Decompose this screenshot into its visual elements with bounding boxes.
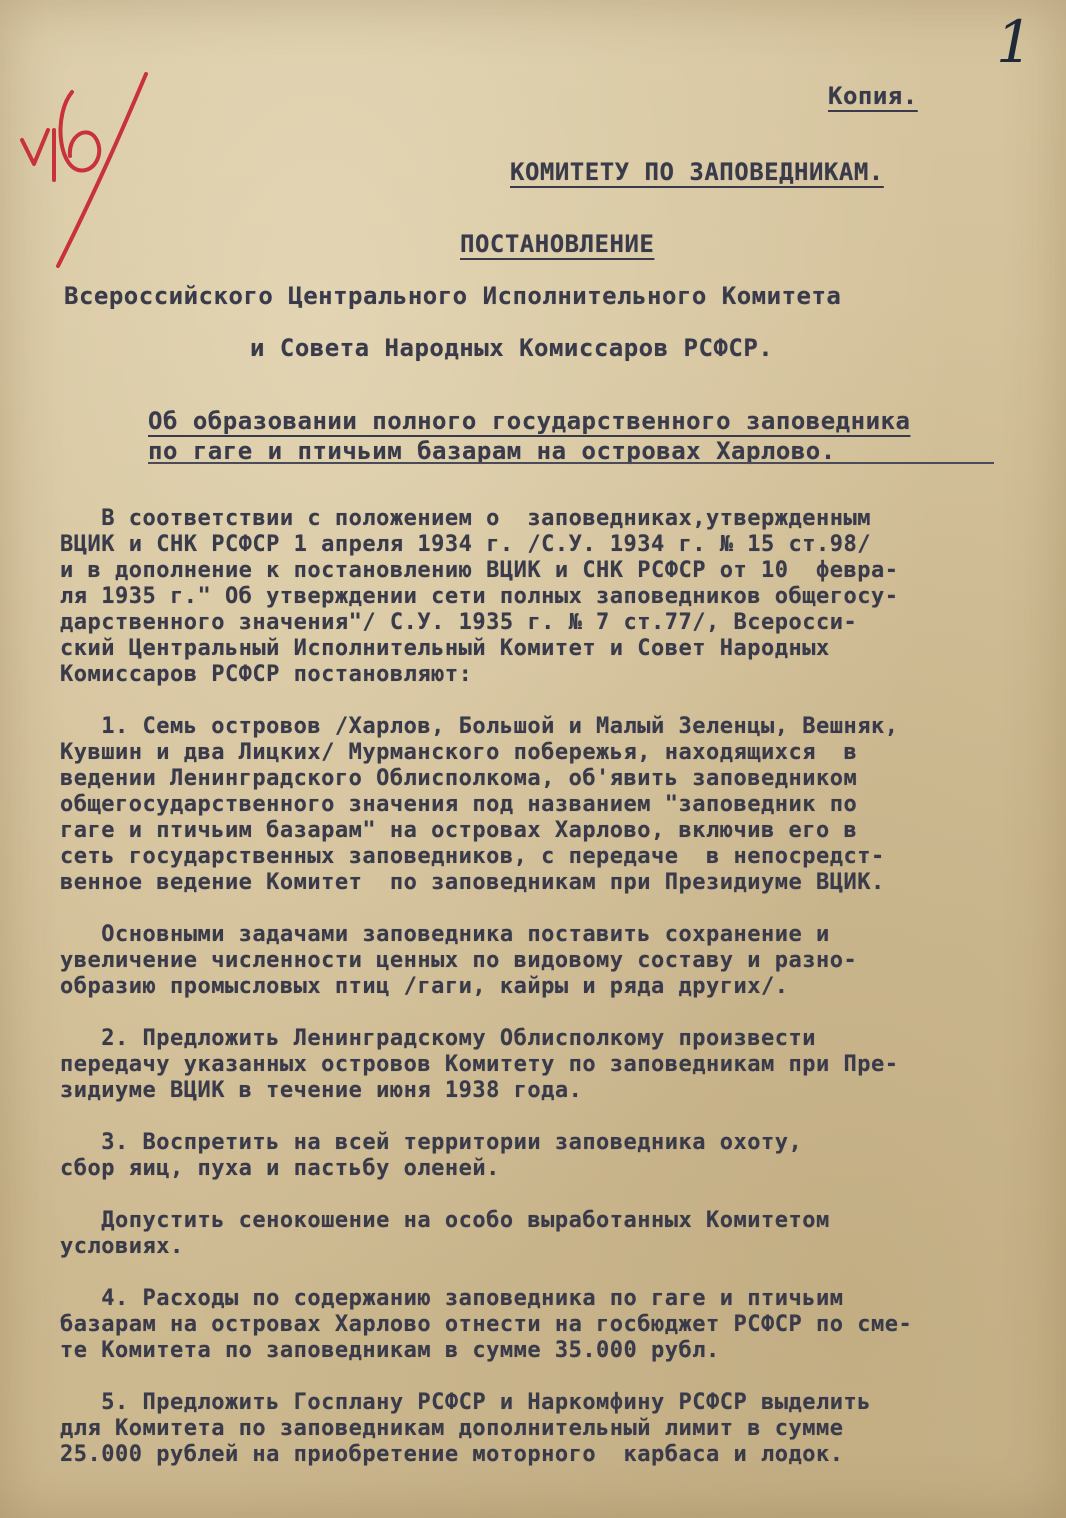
body-line: В соответствии с положением о заповедниках,утвержденным bbox=[60, 506, 871, 531]
body-line: образию промысловых птиц /гаги, кайры и ряда других/. bbox=[60, 974, 789, 999]
copy-label: Копия. bbox=[828, 82, 918, 110]
body-line bbox=[60, 1104, 1050, 1130]
addressee: КОМИТЕТУ ПО ЗАПОВЕДНИКАМ. bbox=[510, 158, 884, 186]
body-line: ВЦИК и СНК РСФСР 1 апреля 1934 г. /С.У. 1934 г. № 15 ст.98/ bbox=[60, 532, 871, 557]
body-line: ля 1935 г." Об утверждении сети полных заповедников общегосу- bbox=[60, 584, 899, 609]
body-line: 3. Воспретить на всей территории заповедника охоту, bbox=[60, 1130, 803, 1155]
body-line: зидиуме ВЦИК в течение июня 1938 года. bbox=[60, 1078, 583, 1103]
body-line: условиях. bbox=[60, 1234, 184, 1259]
body-line: 1. Семь островов /Харлов, Большой и Малый Зеленцы, Вешняк, bbox=[60, 714, 899, 739]
about-underline bbox=[148, 462, 994, 464]
about-line-2: по гаге и птичьим базарам на островах Харлово. bbox=[148, 437, 836, 465]
body-line: для Комитета по заповедникам дополнительный лимит в сумме bbox=[60, 1416, 844, 1441]
body-line: Кувшин и два Лицких/ Мурманского побережья, находящихся в bbox=[60, 740, 858, 765]
body-line: 25.000 рублей на приобретение моторного карбаса и лодок. bbox=[60, 1442, 844, 1467]
body-line: сбор яиц, пуха и пастьбу оленей. bbox=[60, 1156, 500, 1181]
body-line: гаге и птичьим базарам" на островах Харлово, включив его в bbox=[60, 818, 858, 843]
body-line: базарам на островах Харлово отнести на госбюджет РСФСР по сме- bbox=[60, 1312, 913, 1337]
archive-handwritten-mark bbox=[14, 66, 174, 276]
body-line bbox=[60, 896, 1050, 922]
body-line bbox=[60, 1364, 1050, 1390]
document-title: ПОСТАНОВЛЕНИЕ bbox=[460, 230, 655, 258]
body-line: Основными задачами заповедника поставить сохранение и bbox=[60, 922, 830, 947]
body-line: передачу указанных островов Комитету по заповедникам при Пре- bbox=[60, 1052, 899, 1077]
body-line: Допустить сенокошение на особо выработанных Комитетом bbox=[60, 1208, 830, 1233]
body-line: и в дополнение к постановлению ВЦИК и СНК РСФСР от 10 февра- bbox=[60, 558, 899, 583]
body-line: 5. Предложить Госплану РСФСР и Наркомфину РСФСР выделить bbox=[60, 1390, 871, 1415]
body-line: венное ведение Комитет по заповедникам при Президиуме ВЦИК. bbox=[60, 870, 885, 895]
subtitle-line-1: Всероссийского Центрального Исполнительного Комитета bbox=[64, 282, 842, 310]
body-line: 4. Расходы по содержанию заповедника по гаге и птичьим bbox=[60, 1286, 844, 1311]
body-line: увеличение численности ценных по видовому составу и разно- bbox=[60, 948, 858, 973]
body-line: дарственного значения"/ С.У. 1935 г. № 7 ст.77/, Всеросси- bbox=[60, 610, 858, 635]
body-line: 2. Предложить Ленинградскому Облисполкому произвести bbox=[60, 1026, 816, 1051]
about-line-1: Об образовании полного государственного заповедника bbox=[148, 407, 911, 435]
body-text bbox=[60, 506, 1050, 1468]
page-number: 1 bbox=[996, 8, 1033, 76]
subtitle-line-2: и Совета Народных Комиссаров РСФСР. bbox=[250, 334, 774, 362]
body-line: общегосударственного значения под названием "заповедник по bbox=[60, 792, 858, 817]
body-line: те Комитета по заповедникам в сумме 35.000 рубл. bbox=[60, 1338, 720, 1363]
body-line: сеть государственных заповедников, с передаче в непосредст- bbox=[60, 844, 885, 869]
body-line bbox=[60, 688, 1050, 714]
body-line bbox=[60, 1260, 1050, 1286]
body-line: ский Центральный Исполнительный Комитет и Совет Народных bbox=[60, 636, 830, 661]
body-line bbox=[60, 1182, 1050, 1208]
body-line: ведении Ленинградского Облисполкома, об'явить заповедником bbox=[60, 766, 858, 791]
body-line bbox=[60, 1000, 1050, 1026]
body-line: Комиссаров РСФСР постановляют: bbox=[60, 662, 473, 687]
